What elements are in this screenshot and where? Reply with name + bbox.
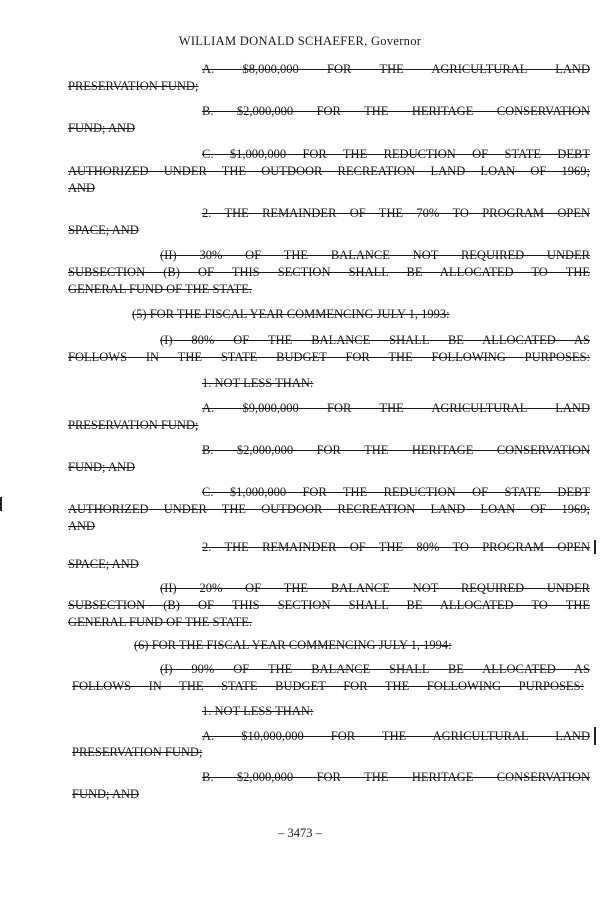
clause-6-1-a-line-1: A. $10,000,000 FOR THE AGRICULTURAL LAND (202, 729, 590, 743)
clause-4-1-c-line-1: C. $1,000,000 FOR THE REDUCTION OF STATE DEBT (202, 147, 590, 161)
clause-5-1-c-line-2: AUTHORIZED UNDER THE OUTDOOR RECREATION LAND LOAN OF 1969; (68, 502, 590, 516)
clause-5-1-c-line-1: C. $1,000,000 FOR THE REDUCTION OF STATE DEBT (202, 485, 590, 499)
clause-4-1-a-line-2: PRESERVATION FUND; (68, 79, 199, 93)
page-header: WILLIAM DONALD SCHAEFER, Governor (178, 34, 422, 48)
clause-4-ii-line-1: (II) 30% OF THE BALANCE NOT REQUIRED UNDER (160, 248, 590, 262)
paragraph-6-heading: (6) FOR THE FISCAL YEAR COMMENCING JULY 1, 1994: (134, 638, 452, 652)
clause-6-i-line-1: (I) 90% OF THE BALANCE SHALL BE ALLOCATED AS (160, 662, 590, 676)
clause-5-1-c-line-3: AND (68, 519, 96, 533)
clause-5-ii-line-1: (II) 20% OF THE BALANCE NOT REQUIRED UNDER (160, 581, 590, 595)
clause-4-2-line-2: SPACE; AND (68, 223, 139, 237)
clause-5-1-heading: 1. NOT LESS THAN: (202, 376, 314, 390)
clause-4-1-c-line-2: AUTHORIZED UNDER THE OUTDOOR RECREATION LAND LOAN OF 1969; (68, 164, 590, 178)
clause-4-1-b-line-2: FUND; AND (68, 121, 136, 135)
scan-mark-left (0, 497, 2, 511)
clause-4-1-c-line-3: AND (68, 181, 96, 195)
clause-5-1-a-line-2: PRESERVATION FUND; (68, 418, 199, 432)
clause-6-1-heading: 1. NOT LESS THAN: (202, 704, 314, 718)
scan-mark-right-2 (594, 727, 596, 745)
clause-4-ii-line-2: SUBSECTION (B) OF THIS SECTION SHALL BE ALLOCATED TO THE (68, 265, 590, 279)
clause-5-ii-line-3: GENERAL FUND OF THE STATE. (68, 615, 253, 629)
clause-4-1-b-line-1: B. $2,000,000 FOR THE HERITAGE CONSERVATION (202, 104, 590, 118)
clause-4-2-line-1: 2. THE REMAINDER OF THE 70% TO PROGRAM OPEN (202, 206, 590, 220)
clause-5-1-a-line-1: A. $9,000,000 FOR THE AGRICULTURAL LAND (202, 401, 590, 415)
clause-6-1-b-line-2: FUND; AND (72, 787, 140, 801)
clause-5-1-b-line-1: B. $2,000,000 FOR THE HERITAGE CONSERVATION (202, 443, 590, 457)
clause-5-2-line-2: SPACE; AND (68, 557, 139, 571)
paragraph-5-heading: (5) FOR THE FISCAL YEAR COMMENCING JULY 1, 1993: (132, 307, 450, 321)
clause-4-1-a-line-1: A. $8,000,000 FOR THE AGRICULTURAL LAND (202, 62, 590, 76)
page-number: – 3473 – (278, 826, 322, 840)
clause-5-2-line-1: 2. THE REMAINDER OF THE 80% TO PROGRAM OPEN (202, 540, 590, 554)
clause-4-ii-line-3: GENERAL FUND OF THE STATE. (68, 282, 253, 296)
clause-6-1-a-line-2: PRESERVATION FUND; (72, 745, 203, 759)
clause-5-1-b-line-2: FUND; AND (68, 460, 136, 474)
clause-5-i-line-1: (I) 80% OF THE BALANCE SHALL BE ALLOCATED AS (160, 333, 590, 347)
clause-5-ii-line-2: SUBSECTION (B) OF THIS SECTION SHALL BE ALLOCATED TO THE (68, 598, 590, 612)
scan-mark-right-1 (594, 540, 596, 554)
clause-6-1-b-line-1: B. $2,000,000 FOR THE HERITAGE CONSERVATION (202, 770, 590, 784)
clause-6-i-line-2: FOLLOWS IN THE STATE BUDGET FOR THE FOLLOWING PURPOSES: (72, 679, 584, 693)
clause-5-i-line-2: FOLLOWS IN THE STATE BUDGET FOR THE FOLLOWING PURPOSES: (68, 350, 590, 364)
